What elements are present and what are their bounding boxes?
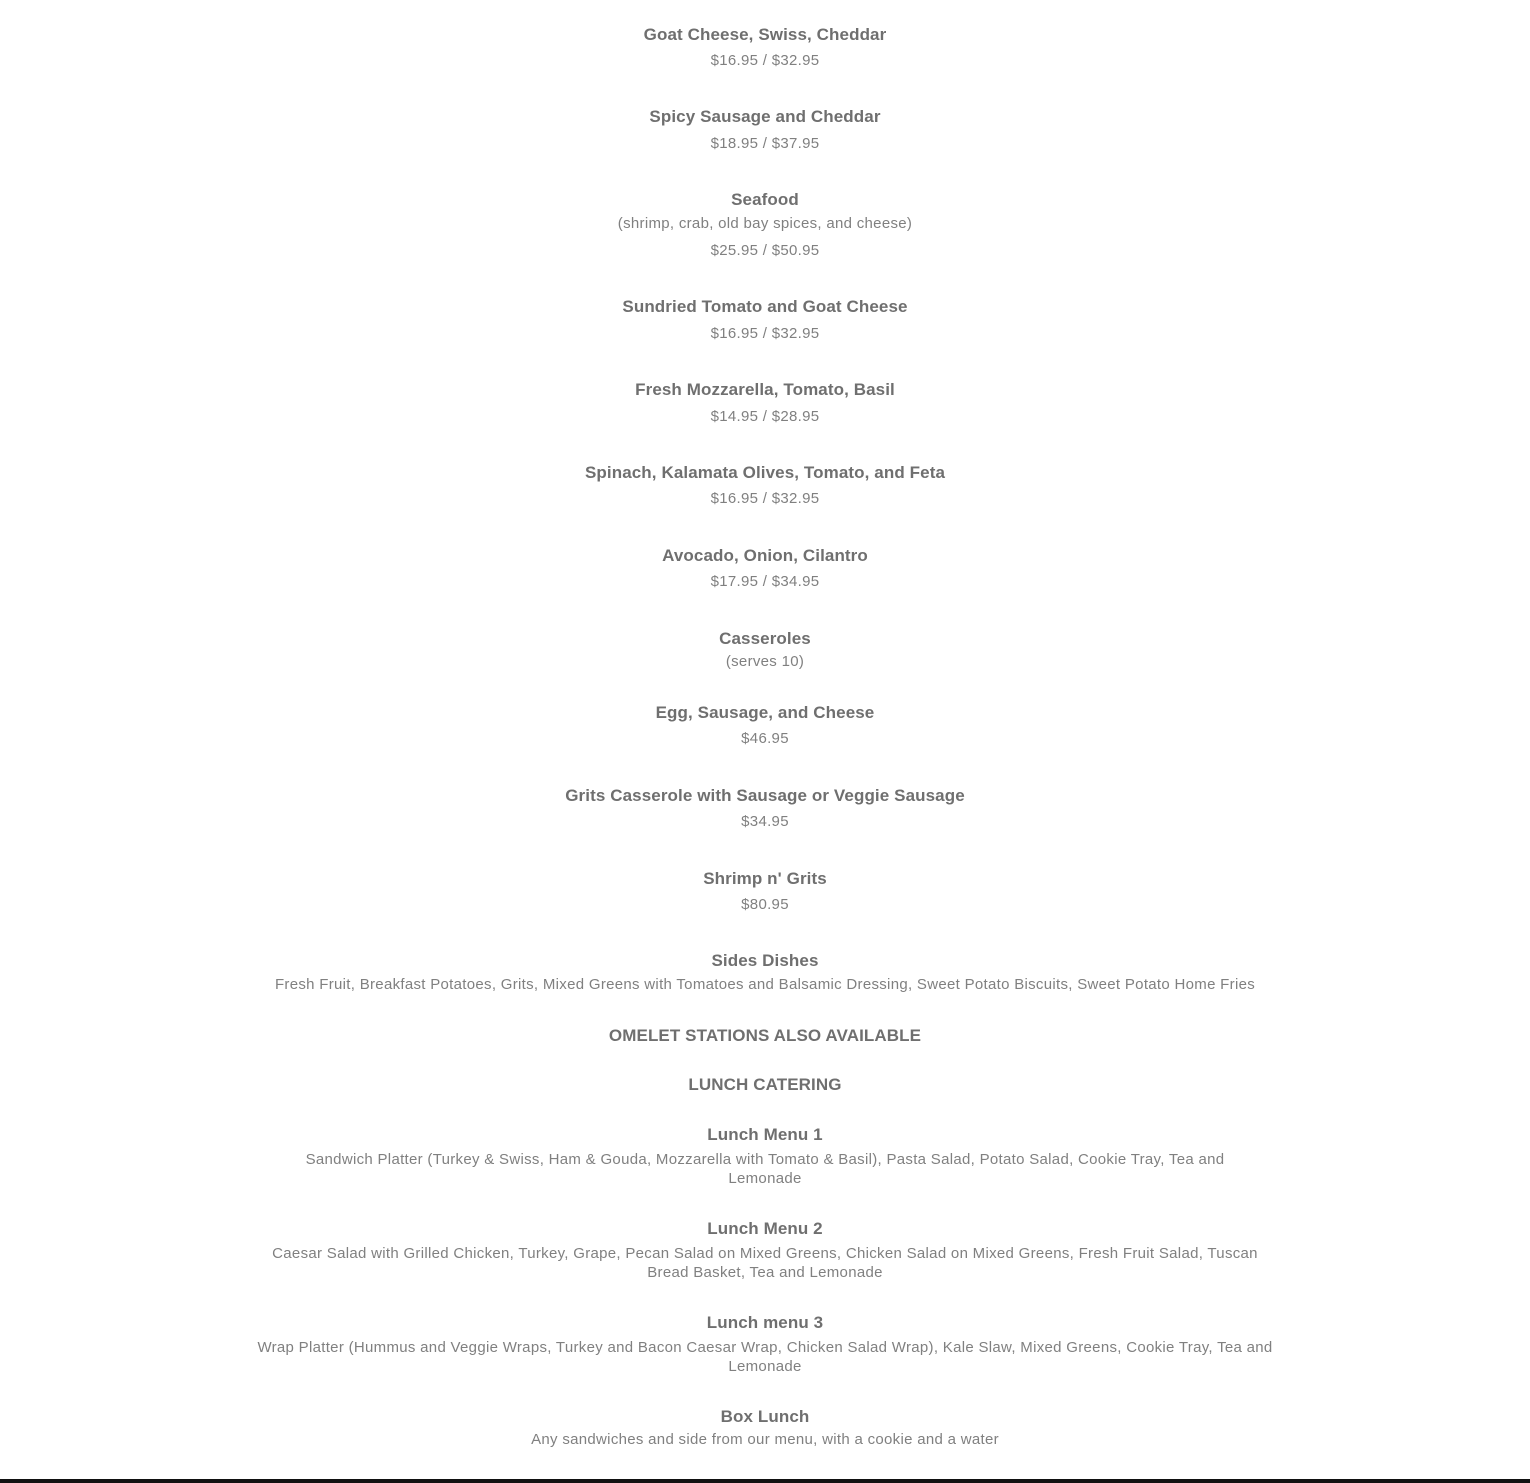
menu-item-price: $34.95 [741,813,789,830]
menu-item-price: $46.95 [741,730,789,747]
catering-menu [255,0,1275,1483]
menu-item-price: $16.95 / $32.95 [710,490,820,507]
menu-item-price: $18.95 / $37.95 [710,135,820,152]
menu-item-name: Seafood [731,190,799,209]
menu-item-name: Goat Cheese, Swiss, Cheddar [643,25,887,44]
section-heading-sides: Sides Dishes [711,951,819,970]
sides-list: Fresh Fruit, Breakfast Potatoes, Grits, Mixed Greens with Tomatoes and Balsamic Dressing, Sweet Potato Biscuits, Sweet Potato Home Fries [274,976,1256,993]
lunch-menu-description: Sandwich Platter (Turkey & Swiss, Ham & Gouda, Mozzarella with Tomato & Basil), Pasta Salad, Potato Salad, Cookie Tray, Tea and Lemonade [305,1151,1225,1187]
menu-item-name: Egg, Sausage, and Cheese [655,703,875,722]
omelet-notice: OMELET STATIONS ALSO AVAILABLE [608,1026,922,1045]
menu-item-name: Shrimp n' Grits [703,869,827,888]
section-note: (serves 10) [725,653,805,670]
menu-item-price: $14.95 / $28.95 [710,408,820,425]
menu-item-name: Sundried Tomato and Goat Cheese [622,297,908,316]
menu-item-name: Grits Casserole with Sausage or Veggie Sausage [565,786,965,805]
lunch-menu-description: Any sandwiches and side from our menu, with a cookie and a water [531,1431,999,1448]
lunch-menu-description: Caesar Salad with Grilled Chicken, Turkey, Grape, Pecan Salad on Mixed Greens, Chicken Salad on Mixed Greens, Fresh Fruit Salad, Tuscan Bread Basket, Tea and Lemonade [272,1245,1258,1281]
menu-item-price: $80.95 [741,896,789,913]
lunch-menu-name: Lunch menu 3 [706,1313,824,1332]
lunch-menu-name: Box Lunch [720,1407,810,1426]
menu-item-name: Spinach, Kalamata Olives, Tomato, and Feta [584,463,946,482]
menu-item-price: $25.95 / $50.95 [710,242,820,259]
menu-item-price: $16.95 / $32.95 [710,325,820,342]
lunch-menu-name: Lunch Menu 2 [707,1219,823,1238]
section-heading-casseroles: Casseroles [719,629,811,648]
menu-item-name: Avocado, Onion, Cilantro [662,546,868,565]
menu-item-name: Spicy Sausage and Cheddar [649,107,881,126]
lunch-menu-description: Wrap Platter (Hummus and Veggie Wraps, Turkey and Bacon Caesar Wrap, Chicken Salad Wrap), Kale Slaw, Mixed Greens, Cookie Tray, Tea and Lemonade [257,1339,1273,1375]
menu-item-price: $17.95 / $34.95 [710,573,820,590]
menu-item-name: Fresh Mozzarella, Tomato, Basil [635,380,895,399]
lunch-menu-name: Lunch Menu 1 [707,1125,823,1144]
menu-item-note: (shrimp, crab, old bay spices, and cheese) [617,215,913,232]
menu-item-price: $16.95 / $32.95 [710,52,820,69]
section-heading-lunch: LUNCH CATERING [688,1075,842,1094]
bottom-divider [0,1479,1530,1483]
